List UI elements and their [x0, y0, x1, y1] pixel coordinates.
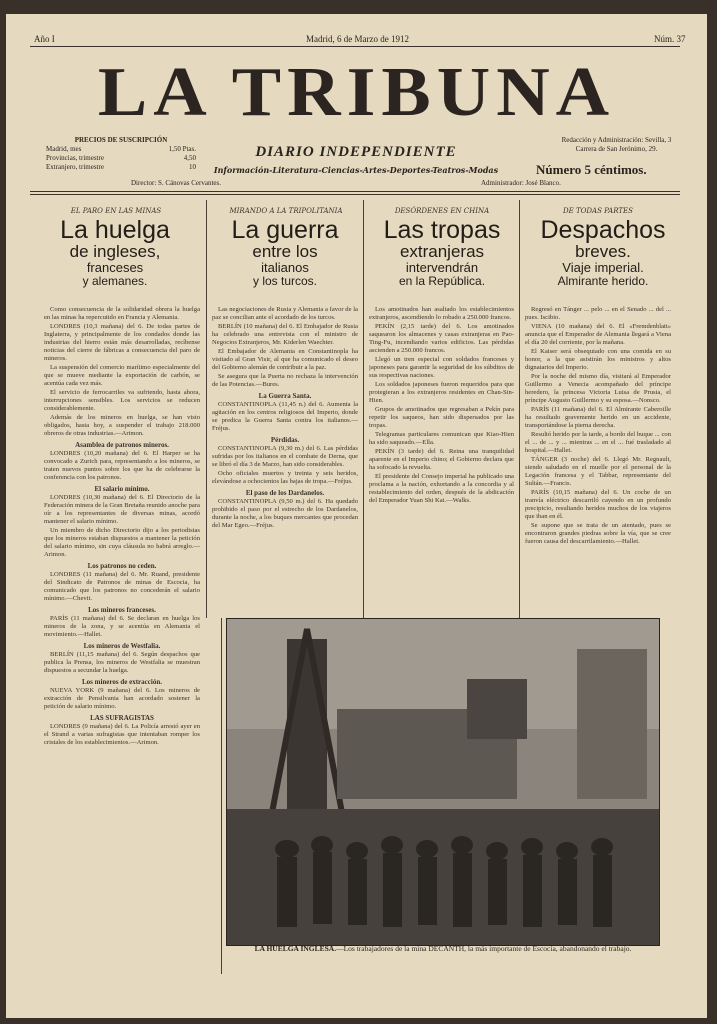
headline-line: Viaje imperial. [562, 260, 644, 275]
article-subhead: Los mineros de Westfalia. [83, 642, 161, 650]
newspaper-sections: Información-Literatura-Ciencias-Artes-Deportes-Teatros-Modas [213, 165, 499, 175]
column-rule [221, 618, 222, 974]
article-paragraph: CONSTANTINOPLA (9,30 m.) del 6. Las pérdidas sufridas por los italianos en el combate de Derna, que se libró el día 3 de Marzo, han sido considerables. [212, 445, 358, 468]
article-subhead: La Guerra Santa. [258, 392, 312, 400]
price-value: 1,50 Ptas. [168, 145, 196, 153]
redaccion-line-2: Carrera de San Jerónimo, 29. [575, 145, 658, 153]
price-value: 4,50 [183, 154, 196, 162]
article-paragraph: Telegramas particulares comunican que Kiao-Hien ha sido saqueado.—Ella. [369, 431, 514, 446]
price-value: 10 [189, 163, 196, 171]
article-paragraph: La suspensión del comercio marítimo especialmente del que se mueve mediante la exportación de carbón, se acentúa cada vez más. [44, 364, 200, 387]
price-per-issue: Número 5 céntimos. [536, 162, 647, 177]
article-paragraph: Llegó un tren especial con soldados franceses y japoneses para garantir la seguridad de los súbditos de sus respectivas naciones. [369, 356, 514, 379]
article-paragraph: El Embajador de Alemania en Constantinopla ha visitado al Gran Visir, al que ha comunicado el deseo del Gobierno alemán de contribuir a la paz. [212, 348, 358, 371]
article-paragraph: LONDRES (10,20 mañana) del 6. El Harper se ha convocado a Zurich para, representando a los mineros, se traten nuevos puntos sobre los que ha de celebrarse la conferencia con los patronos. [44, 450, 200, 481]
article-paragraph: PARÍS (10,15 mañana) del 6. Un coche de un tranvía eléctrico descarriló cayendo en un profundo precipicio, resultando heridos muchos de los viajeros que iban en él. [525, 489, 671, 520]
article-col-2 [212, 306, 358, 614]
article-paragraph: LONDRES (11 mañana) del 6. Mr. Ruand, presidente del Sindicato de Patronos de minas de Escocia, ha comunicado que los patronos no concederán el salario mínimo.—Chevit. [44, 571, 200, 602]
price-row [46, 163, 196, 172]
article-paragraph: Ocho oficiales muertos y treinta y seis heridos, elevándose a ochocientos las bajas de tropa.—Fréjus. [212, 470, 358, 485]
article-subhead: Los mineros de extracción. [82, 678, 162, 686]
issue-year: Año I [34, 34, 55, 44]
photo-caption-title: LA HUELGA INGLESA. [254, 944, 337, 953]
article-paragraph: PEKÍN (2,15 tarde) del 6. Los amotinados saquearon los almacenes y casas extranjeras en Pao-Ting-Fu, incendiando varios edificios. Las pérdidas ascienden a 250.000 francos. [369, 323, 514, 354]
article-paragraph: El servicio de ferrocarriles va sufriendo, hasta ahora, interrupciones sensibles. Los servicios se reducen considerablemente. [44, 389, 200, 412]
headline-line: de ingleses, [69, 242, 161, 261]
headline-line: en la República. [398, 274, 486, 288]
article-subhead: El paso de los Dardanelos. [245, 489, 325, 497]
price-place: Extranjero, trimestre [46, 163, 104, 171]
article-paragraph: Regresó en Tánger ... pelo ... en el Senado ... del ... pues. Iscibio. [525, 306, 671, 321]
article-subhead: Los patronos no ceden. [87, 562, 157, 570]
issue-date: Madrid, 6 de Marzo de 1912 [306, 34, 409, 44]
article-paragraph: El presidente del Consejo imperial ha publicado una proclama a la nación, exhortando a la concordia y al restablecimiento del orden, después de la abdicación del Emperador Yuan Shi Kai.—Walks. [369, 473, 514, 504]
article-paragraph: Resultó herido por la tarde, a bordo del buque ... con el ... de ... y ... mientras ... en el ... fué trasladado al hospital.—Hallet. [525, 431, 671, 454]
newspaper-subtitle: DIARIO INDEPENDIENTE [255, 144, 457, 160]
price-place: Madrid, mes [46, 145, 82, 153]
article-paragraph: Grupos de amotinados que regresaban a Pekín para repetir los saqueos, han sido dispersados por las tropas. [369, 406, 514, 429]
headline-line: extranjeras [399, 242, 485, 261]
headline-line: y los turcos. [252, 274, 318, 288]
headline-col-1 [35, 217, 195, 288]
article-paragraph: Los amotinados han asaltado los establecimientos extranjeros, ascendiendo lo robado a 250.000 francos. [369, 306, 514, 321]
kicker-col-3: DESÓRDENES EN CHINA [394, 207, 490, 215]
article-paragraph: VIENA (10 mañana) del 6. El «Fremdenblatt» anuncia que el Emperador de Alemania llegará a Viena el día 20 del corriente, por la mañana. [525, 323, 671, 346]
mine-workers-photo [226, 618, 660, 946]
kicker-col-1: EL PARO EN LAS MINAS [70, 207, 162, 215]
article-paragraph: PARÍS (11 mañana) del 6. El Almirante Caberoille ha resultado gravemente herido en un accidente, transportándose la pierna derecha. [525, 406, 671, 429]
article-paragraph: Además de los mineros en huelga, se han visto obligados, hasta hoy, a suspender el trabajo 218.000 obreros de otras industrias.—Arimon. [44, 414, 200, 437]
headline-line: Las tropas [383, 216, 501, 244]
article-paragraph: LONDRES (9 mañana) del 6. La Policía arrestó ayer en el Strand a varias sufragistas que intentaban romper los cristales de los establecimientos.—Arimon. [44, 723, 200, 746]
redaccion-line-1: Redacción y Administración: Sevilla, 3 [561, 136, 672, 144]
masthead-rule-2 [30, 194, 680, 195]
headline-line: franceses [86, 260, 144, 275]
article-paragraph: PARÍS (11 mañana) del 6. Se declaran en huelga los mineros de la zona, y se acentúa en Alemania el movimiento.—Hallet. [44, 615, 200, 638]
article-paragraph: LONDRES (10,3 mañana) del 6. De todas partes de Inglaterra, y principalmente de los condados donde las industrias del hierro están más desarrolladas, recíbense noticias del cierre de fábricas a consecuencia del paro de mineros. [44, 323, 200, 362]
article-paragraph: BERLÍN (10 mañana) del 6. El Embajador de Rusia ha celebrado una entrevista con el ministro de Negocios Extranjeros, Mr. Kiderlen Waechter. [212, 323, 358, 346]
headline-line: intervendrán [405, 260, 479, 275]
headline-line: entre los [252, 242, 318, 261]
article-paragraph: Se asegura que la Puerta no rechaza la intervención de las Potencias.—Bures. [212, 373, 358, 388]
article-subhead: Asamblea de patronos mineros. [75, 441, 169, 449]
article-col-3 [369, 306, 514, 614]
kicker-col-2: MIRANDO A LA TRIPOLITANIA [229, 207, 343, 215]
price-row [46, 154, 196, 163]
article-paragraph: Un miembro de dicho Directorio dijo a los periodistas que los mineros estaban dispuestos a mantener la petición del salario mínimo, sin cuya cláusula no habrá arreglo.—Arimon. [44, 527, 200, 558]
article-paragraph: PEKÍN (3 tarde) del 6. Reina una tranquilidad aparente en el Imperio chino; el Gobierno declara que ha sofocado la revuelta. [369, 448, 514, 471]
article-paragraph: Como consecuencia de la solidaridad obrera la huelga en las minas ha repercutido en Francia y Alemania. [44, 306, 200, 321]
price-row [46, 145, 196, 154]
masthead-title: LA TRIBUNA [97, 53, 616, 131]
headline-line: Despachos [540, 216, 666, 244]
article-paragraph: NUEVA YORK (9 mañana) del 6. Los mineros de extracción de Pensilvania han acordado sostener la petición de salario mínimo. [44, 687, 200, 710]
headline-line: y alemanes. [82, 274, 148, 288]
article-subhead: Los mineros franceses. [88, 606, 156, 614]
photo-illustration [227, 619, 659, 945]
redaccion-box [534, 136, 699, 154]
photo-caption [226, 944, 660, 953]
newspaper-page [6, 14, 707, 1018]
photo-caption-text: —Los trabajadores de la mina DECANTH, la más importante de Escocia, abandonando el trabajo. [336, 944, 632, 953]
article-col-1 [44, 306, 200, 996]
prices-title: PRECIOS DE SUSCRIPCIÓN [74, 136, 168, 144]
article-paragraph: Las negociaciones de Rusia y Alemania a favor de la paz se concilian ante el acordado de los turcos. [212, 306, 358, 321]
article-paragraph: TÁNGER (3 noche) del 6. Llegó Mr. Regnault, siendo saludado en el muelle por el personal de la Legación francesa y el Tabbar, representante del Sultán.—Francis. [525, 456, 671, 487]
article-paragraph: BERLÍN (11,15 mañana) del 6. Según despachos que publica la Prensa, los mineros de Westfalia se muestran dispuestos a secundar la huelga. [44, 651, 200, 674]
article-subhead: Pérdidas. [270, 436, 300, 444]
article-col-4 [525, 306, 671, 614]
article-paragraph: El Kaiser será obsequiado con una comida en su honor, a la que asistirán los ministros y altos dignatarios del Imperio. [525, 348, 671, 371]
prices-list [46, 145, 196, 172]
headline-col-2 [205, 217, 365, 288]
kicker-col-4: DE TODAS PARTES [563, 207, 633, 215]
headline-line: Almirante herido. [557, 274, 649, 288]
article-paragraph: LONDRES (10,30 mañana) del 6. El Directorio de la Federación minera de la Gran Bretaña reunido anoche para oír a los representantes de diversas minas, acordó mantener el salario mínimo. [44, 494, 200, 525]
headline-line: La guerra [231, 216, 339, 244]
director-line: Director: S. Cánovas Cervantes. [131, 179, 222, 187]
top-rule [30, 46, 680, 47]
article-paragraph: Por la noche del mismo día, visitará al Emperador Guillermo a Venecia acompañado del príncipe heredero, la princesa Victoria Luisa de Prusia, el príncipe Augusto Guillermo y su esposa.—Nonsco. [525, 373, 671, 404]
article-paragraph: Se supone que se trata de un atentado, pues se encontraron grandes piedras sobre la vía, que se cree fueron causa del descarrilamiento.—Hallet. [525, 522, 671, 545]
headline-col-4 [523, 217, 683, 288]
headline-col-3 [362, 217, 522, 288]
masthead-rule [30, 191, 680, 192]
headline-line: italianos [261, 260, 309, 275]
administrador-line: Administrador: José Blanco. [481, 179, 561, 187]
article-subhead: El salario mínimo. [94, 485, 150, 493]
headline-line: breves. [575, 242, 631, 261]
issue-number: Núm. 37 [654, 34, 686, 44]
article-paragraph: Los soldados japoneses fueron requeridos para que protegieran a los extranjeros residentes en Chan-Sin-Hien. [369, 381, 514, 404]
article-paragraph: CONSTANTINOPLA (9,50 m.) del 6. Ha quedado prohibido el paso por el estrecho de los Dardanelos, durante la noche, a los buques mercantes que procedan del Mar Egeo.—Fréjus. [212, 498, 358, 529]
article-subhead: LAS SUFRAGISTAS [90, 714, 154, 722]
headline-line: La huelga [60, 216, 170, 244]
article-paragraph: CONSTANTINOPLA (11,45 n.) del 6. Aumenta la agitación en los centros religiosos del Imperio, donde se predica la Guerra Santa contra los italianos.—Fréjus. [212, 401, 358, 432]
price-place: Provincias, trimestre [46, 154, 104, 162]
subscription-box [46, 136, 196, 172]
